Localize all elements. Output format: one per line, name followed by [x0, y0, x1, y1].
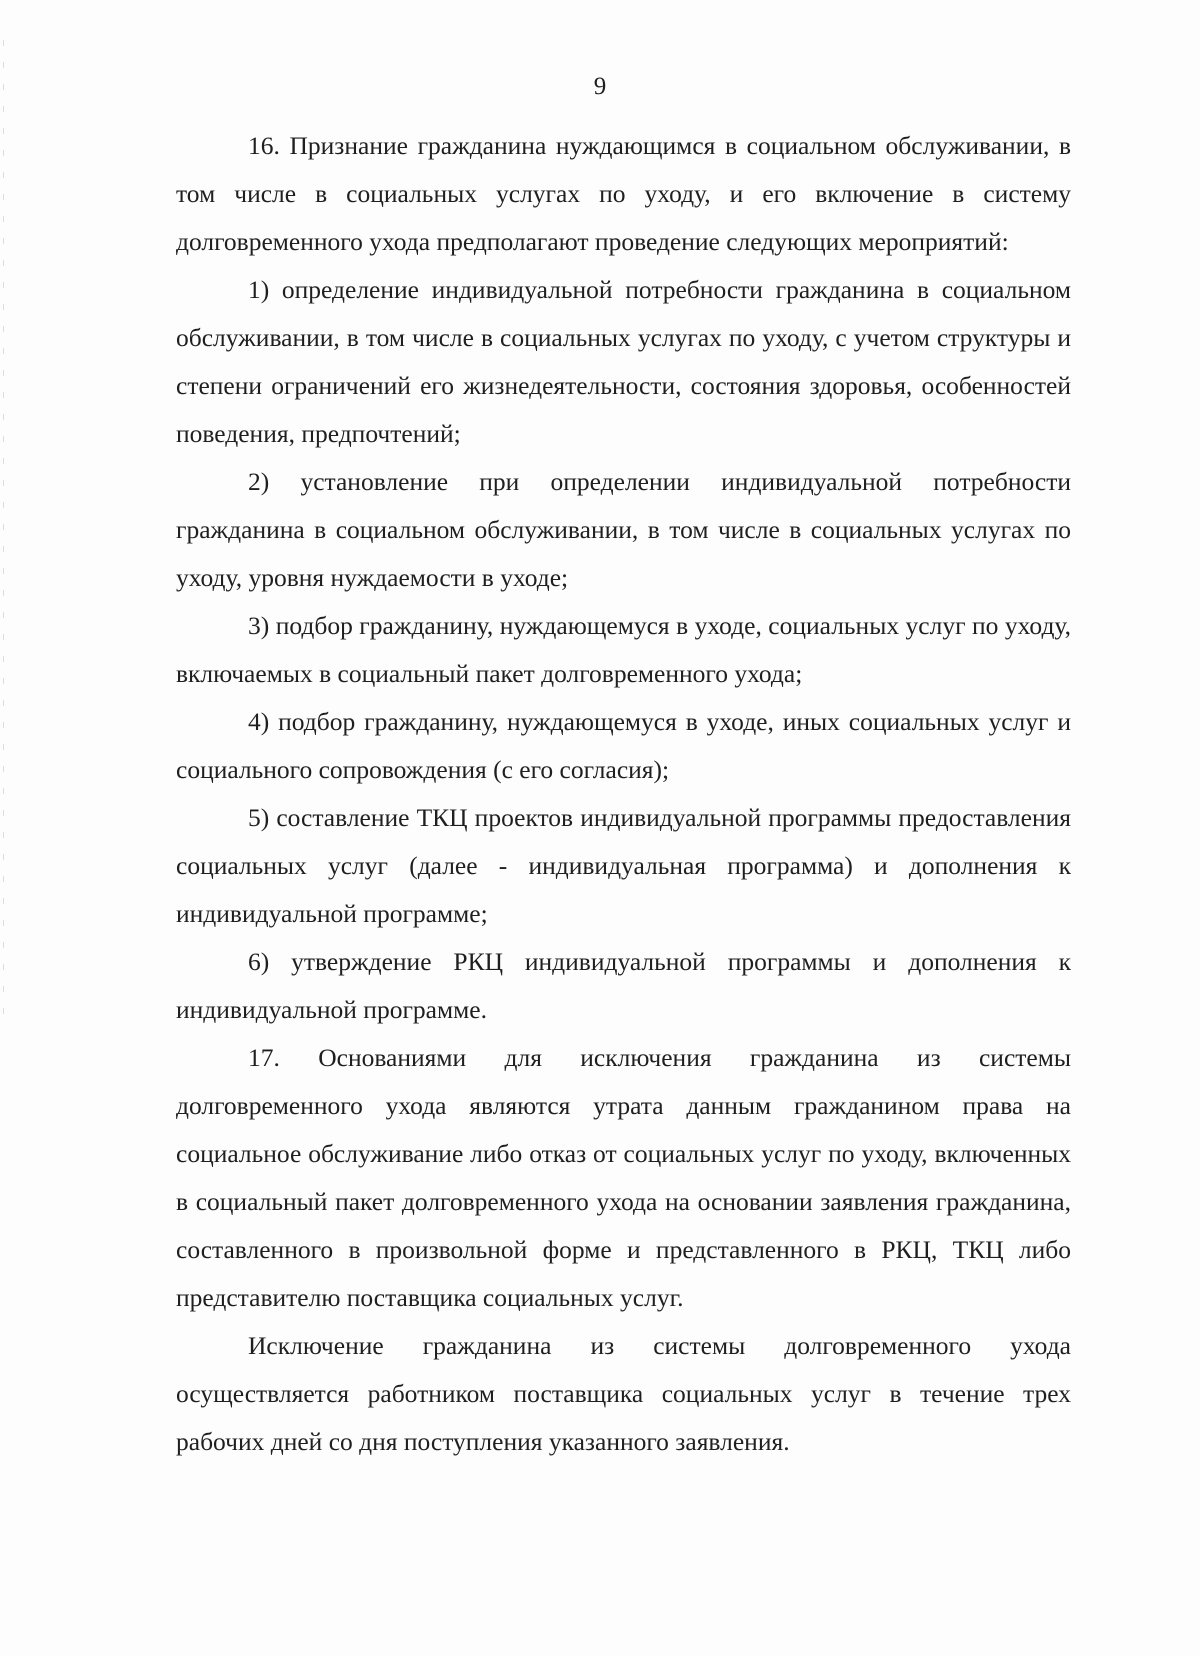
paragraph-subitem-1: 1) определение индивидуальной потребности гражданина в социальном обслуживании, в том числе в социальных услугах по уходу, с учетом структуры и степени ограничений его жизнедеятельности, состояния здоровья, особенностей поведения, предпочтений;: [176, 275, 1071, 448]
page-number: 9: [593, 73, 607, 100]
paragraph-subitem-6: 6) утверждение РКЦ индивидуальной программы и дополнения к индивидуальной программе.: [176, 947, 1071, 1024]
document-body: [176, 122, 1071, 1466]
paragraph-subitem-3: 3) подбор гражданину, нуждающемуся в уходе, социальных услуг по уходу, включаемых в социальный пакет долговременного ухода;: [176, 611, 1071, 688]
paragraph-item-16: 16. Признание гражданина нуждающимся в социальном обслуживании, в том числе в социальных услугах по уходу, и его включение в систему долговременного ухода предполагают проведение следующих мероприятий:: [176, 131, 1071, 256]
paragraph-subitem-4: 4) подбор гражданину, нуждающемуся в уходе, иных социальных услуг и социального сопровождения (с его согласия);: [176, 707, 1071, 784]
paragraph-subitem-2: 2) установление при определении индивидуальной потребности гражданина в социальном обслуживании, в том числе в социальных услугах по уходу, уровня нуждаемости в уходе;: [176, 467, 1071, 592]
paragraph-exclusion: Исключение гражданина из системы долговременного ухода осуществляется работником поставщика социальных услуг в течение трех рабочих дней со дня поступления указанного заявления.: [176, 1331, 1071, 1456]
scan-edge-artifact: [3, 40, 4, 1020]
paragraph-subitem-5: 5) составление ТКЦ проектов индивидуальной программы предоставления социальных услуг (далее - индивидуальная программа) и дополнения к индивидуальной программе;: [176, 803, 1071, 928]
paragraph-item-17: 17. Основаниями для исключения гражданина из системы долговременного ухода являются утрата данным гражданином права на социальное обслуживание либо отказ от социальных услуг по уходу, включенных в социальный пакет долговременного ухода на основании заявления гражданина, составленного в произвольной форме и представленного в РКЦ, ТКЦ либо представителю поставщика социальных услуг.: [176, 1043, 1071, 1312]
